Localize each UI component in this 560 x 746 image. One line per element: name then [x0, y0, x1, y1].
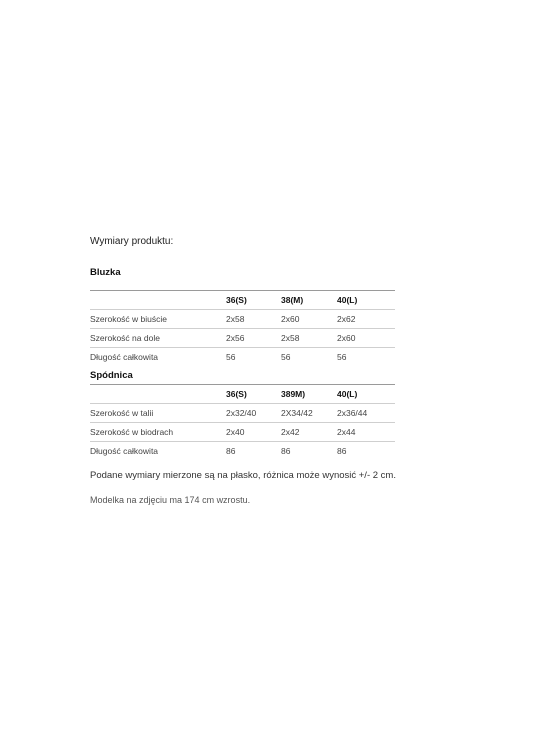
table-cell: 86	[337, 446, 347, 456]
table-cell: 2x56	[226, 333, 245, 343]
table-cell: 56	[281, 352, 291, 362]
section-title-bluzka: Bluzka	[90, 267, 121, 278]
row-label: Szerokość na dole	[90, 333, 160, 343]
table-cell: 2x40	[226, 427, 245, 437]
header-cell-size-s: 36(S)	[226, 295, 247, 305]
table-row	[90, 329, 395, 347]
table-cell: 2x62	[337, 314, 356, 324]
table-cell: 56	[337, 352, 347, 362]
table-cell: 2x44	[337, 427, 356, 437]
section-title-spodnica: Spódnica	[90, 370, 133, 381]
table-header-row	[90, 385, 395, 403]
table-row	[90, 310, 395, 328]
measurement-note: Podane wymiary mierzone są na płasko, różnica może wynosić +/- 2 cm.	[90, 470, 396, 481]
table-header-row	[90, 291, 395, 309]
page-heading: Wymiary produktu:	[90, 236, 174, 247]
row-label: Szerokość w talii	[90, 408, 154, 418]
table-row	[90, 404, 395, 422]
table-cell: 2x42	[281, 427, 300, 437]
table-cell: 86	[226, 446, 236, 456]
table-cell: 2x60	[337, 333, 356, 343]
table-row	[90, 423, 395, 441]
table-cell: 2x32/40	[226, 408, 257, 418]
table-cell: 86	[281, 446, 291, 456]
row-label: Szerokość w biodrach	[90, 427, 174, 437]
table-row	[90, 442, 395, 460]
header-cell-size-m: 38(M)	[281, 295, 304, 305]
table-cell: 2x36/44	[337, 408, 368, 418]
table-cell: 2x58	[226, 314, 245, 324]
table-cell: 2x58	[281, 333, 300, 343]
header-cell-size-s: 36(S)	[226, 389, 247, 399]
table-row	[90, 348, 395, 366]
model-height-note: Modelka na zdjęciu ma 174 cm wzrostu.	[90, 495, 251, 505]
table-cell: 2X34/42	[281, 408, 313, 418]
row-label: Długość całkowita	[90, 446, 159, 456]
table-cell: 56	[226, 352, 236, 362]
header-cell-size-l: 40(L)	[337, 389, 358, 399]
header-cell-size-l: 40(L)	[337, 295, 358, 305]
row-label: Szerokość w biuście	[90, 314, 168, 324]
table-cell: 2x60	[281, 314, 300, 324]
row-label: Długość całkowita	[90, 352, 159, 362]
header-cell-size-m: 389M)	[281, 389, 306, 399]
